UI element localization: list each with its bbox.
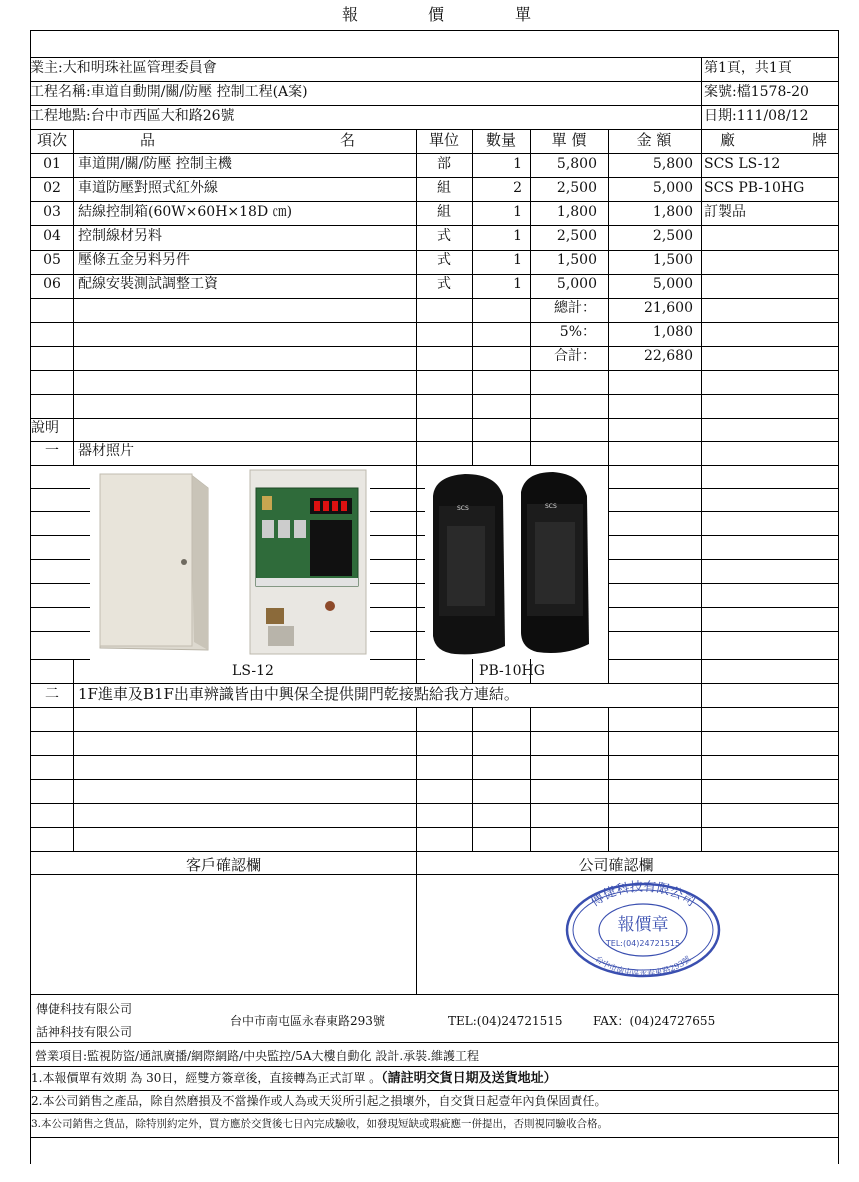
grid-line-h xyxy=(30,1042,838,1043)
row-quantity: 1 xyxy=(513,204,522,220)
row-unit-price: 1,500 xyxy=(556,252,597,268)
row-number: 04 xyxy=(43,228,61,244)
row-amount: 1,800 xyxy=(652,204,693,220)
grid-line-h xyxy=(30,1137,838,1138)
grid-line-h xyxy=(30,30,838,31)
footer-address: 台中市南屯區永春東路293號 xyxy=(230,1014,385,1028)
row-number: 02 xyxy=(43,180,61,196)
row-unit-price: 5,000 xyxy=(556,276,597,292)
grid-line-h xyxy=(30,607,90,608)
row-quantity: 1 xyxy=(513,252,522,268)
grid-line-h xyxy=(30,535,90,536)
row-product-name: 車道開/關/防壓 控制主機 xyxy=(78,156,232,172)
header-product-a: 品 xyxy=(140,131,156,149)
grid-line-h xyxy=(30,827,838,828)
grid-line-h xyxy=(30,298,838,299)
footer-term-1-text: 1.本報價單有效期 為 30日，經雙方簽章後，直接轉為正式訂單 。 xyxy=(31,1071,382,1085)
row-product-name: 配線安裝測試調整工資 xyxy=(78,276,218,292)
total-value: 22,680 xyxy=(644,348,693,364)
row-unit: 式 xyxy=(437,276,451,292)
client-name: 業主:大和明珠社區管理委員會 xyxy=(30,60,217,76)
header-product-b: 名 xyxy=(340,131,356,149)
row-amount: 5,000 xyxy=(652,276,693,292)
company-stamp xyxy=(563,878,723,978)
page-number: 第1頁，共1頁 xyxy=(704,60,792,76)
infrared-sensor-photo xyxy=(425,466,608,660)
stamp-top-text: 傳倢科技有限公司 xyxy=(588,879,698,910)
row-unit: 組 xyxy=(437,204,451,220)
grid-line-v xyxy=(416,465,417,659)
row-unit: 組 xyxy=(437,180,451,196)
grid-line-h xyxy=(608,511,838,512)
footer-term-1 xyxy=(31,1068,557,1089)
grid-line-v xyxy=(608,659,609,683)
grid-line-v xyxy=(608,707,609,851)
grid-line-h xyxy=(30,755,838,756)
row-unit: 式 xyxy=(437,228,451,244)
row-number: 06 xyxy=(43,276,61,292)
title-char-3: 單 xyxy=(515,5,532,24)
stamp-bottom-text: 台中市南屯區永春東路293號 xyxy=(593,954,693,978)
grid-line-h xyxy=(30,511,90,512)
row-product-name: 結線控制箱(60W×60H×18D ㎝) xyxy=(78,204,293,220)
header-unit-price: 單 價 xyxy=(551,131,587,149)
row-number: 05 xyxy=(43,252,61,268)
row-number: 03 xyxy=(43,204,61,220)
grid-line-v xyxy=(472,707,473,851)
row-unit: 部 xyxy=(437,156,451,172)
row-quantity: 1 xyxy=(513,228,522,244)
sensor-brand-left: SCS xyxy=(457,505,469,512)
notes-label: 說明 xyxy=(31,420,59,436)
footer-company-2: 話神科技有限公司 xyxy=(36,1025,133,1039)
grid-line-h xyxy=(608,583,838,584)
grid-line-h xyxy=(30,731,838,732)
sensor-brand-right: SCS xyxy=(545,503,557,510)
project-location: 工程地點:台中市西區大和路26號 xyxy=(30,108,235,124)
header-unit: 單位 xyxy=(428,131,459,149)
grid-line-v xyxy=(701,129,702,851)
grid-line-h xyxy=(608,559,838,560)
grid-line-h xyxy=(30,851,838,852)
footer-term-3: 3.本公司銷售之貨品，除特別約定外，買方應於交貨後七日內完成驗收，如發現短缺或瑕疵應一併提出，否則視同驗收合格。 xyxy=(31,1118,609,1130)
note-2-number: 二 xyxy=(45,686,59,702)
grid-line-h xyxy=(608,607,838,608)
title-char-2: 價 xyxy=(428,5,445,24)
row-brand: SCS PB-10HG xyxy=(704,180,805,196)
row-amount: 1,500 xyxy=(652,252,693,268)
stamp-center-text: 報價章 xyxy=(617,915,669,935)
row-amount: 5,000 xyxy=(652,180,693,196)
grid-line-h xyxy=(30,659,90,660)
grid-line-h xyxy=(30,779,838,780)
grid-line-h xyxy=(30,488,90,489)
project-name: 工程名稱:車道自動開/關/防壓 控制工程(A案) xyxy=(30,84,308,100)
grid-line-h xyxy=(30,583,90,584)
row-product-name: 控制線材另料 xyxy=(78,228,162,244)
header-brand-b: 牌 xyxy=(812,131,828,149)
grid-line-h xyxy=(30,346,838,347)
tax-label: 5%： xyxy=(559,324,596,340)
stamp-tel-text: TEL:(04)24721515 xyxy=(605,939,681,948)
note-2-text: 1F進車及B1F出車辨識皆由中興保全提供開門乾接點給我方連結。 xyxy=(78,685,519,703)
caption-ls12: LS-12 xyxy=(232,663,274,679)
customer-confirm-label: 客戶確認欄 xyxy=(185,856,261,874)
row-quantity: 1 xyxy=(513,276,522,292)
total-label: 合計： xyxy=(554,348,596,364)
grid-line-h xyxy=(30,994,838,995)
row-number: 01 xyxy=(43,156,61,172)
grid-line-h xyxy=(30,394,838,395)
grid-line-h xyxy=(30,559,90,560)
footer-company-1: 傳倢科技有限公司 xyxy=(36,1002,133,1016)
row-quantity: 1 xyxy=(513,156,522,172)
grid-line-h xyxy=(608,631,838,632)
grid-line-h xyxy=(30,707,838,708)
grid-line-h xyxy=(30,418,838,419)
row-unit-price: 2,500 xyxy=(556,228,597,244)
row-brand: 訂製品 xyxy=(704,204,746,220)
row-unit-price: 2,500 xyxy=(556,180,597,196)
row-unit: 式 xyxy=(437,252,451,268)
grid-line-v xyxy=(701,57,702,129)
header-item: 項次 xyxy=(36,131,67,149)
row-unit-price: 5,800 xyxy=(556,156,597,172)
grid-line-h xyxy=(608,488,838,489)
subtotal-label: 總計： xyxy=(554,300,596,316)
grid-line-h xyxy=(30,441,838,442)
control-box-closed-photo xyxy=(90,470,225,655)
header-qty: 數量 xyxy=(485,131,516,149)
grid-line-v xyxy=(530,707,531,851)
row-product-name: 車道防壓對照式紅外線 xyxy=(78,180,218,196)
case-number: 案號:檔1578-20 xyxy=(704,84,809,100)
header-brand-a: 廠 xyxy=(720,131,736,149)
grid-line-v xyxy=(608,465,609,659)
grid-line-v xyxy=(838,30,839,1164)
note-1-number: 一 xyxy=(45,443,59,459)
grid-line-h xyxy=(30,631,90,632)
row-amount: 5,800 xyxy=(652,156,693,172)
grid-line-h xyxy=(30,803,838,804)
caption-pb10hg: PB-10HG xyxy=(479,663,545,679)
footer-fax: FAX：(04)24727655 xyxy=(593,1014,716,1028)
grid-line-h xyxy=(608,659,838,660)
quote-date: 日期:111/08/12 xyxy=(704,108,809,124)
svg-text:台中市南屯區永春東路293號 xyxy=(594,954,693,978)
row-unit-price: 1,800 xyxy=(556,204,597,220)
note-1-text: 器材照片 xyxy=(78,443,134,459)
row-brand: SCS LS-12 xyxy=(704,156,781,172)
tax-value: 1,080 xyxy=(652,324,693,340)
row-amount: 2,500 xyxy=(652,228,693,244)
footer-term-2: 2.本公司銷售之產品，除自然磨損及不當操作或人為或天災所引起之損壞外，自交貨日起壹年內負保固責任。 xyxy=(31,1094,607,1108)
grid-line-h xyxy=(30,370,838,371)
footer-tel: TEL:(04)24721515 xyxy=(448,1014,563,1028)
company-confirm-label: 公司確認欄 xyxy=(578,856,654,874)
grid-line-h xyxy=(30,1066,838,1067)
grid-line-v xyxy=(73,659,74,851)
title-char-1: 報 xyxy=(342,5,359,24)
subtotal-value: 21,600 xyxy=(644,300,693,316)
grid-line-h xyxy=(608,535,838,536)
row-quantity: 2 xyxy=(513,180,522,196)
grid-line-v xyxy=(416,707,417,851)
grid-line-v xyxy=(73,129,74,465)
footer-term-1-bold: （請註明交貨日期及送貨地址） xyxy=(381,1071,557,1086)
row-product-name: 壓條五金另料另件 xyxy=(78,252,190,268)
header-amount: 金 額 xyxy=(636,131,672,149)
grid-line-h xyxy=(30,322,838,323)
footer-business-scope: 營業項目:監視防盜/通訊廣播/網際網路/中央監控/5A大樓自動化 設計.承裝.維護工程 xyxy=(35,1049,479,1063)
control-box-open-photo xyxy=(248,468,370,658)
